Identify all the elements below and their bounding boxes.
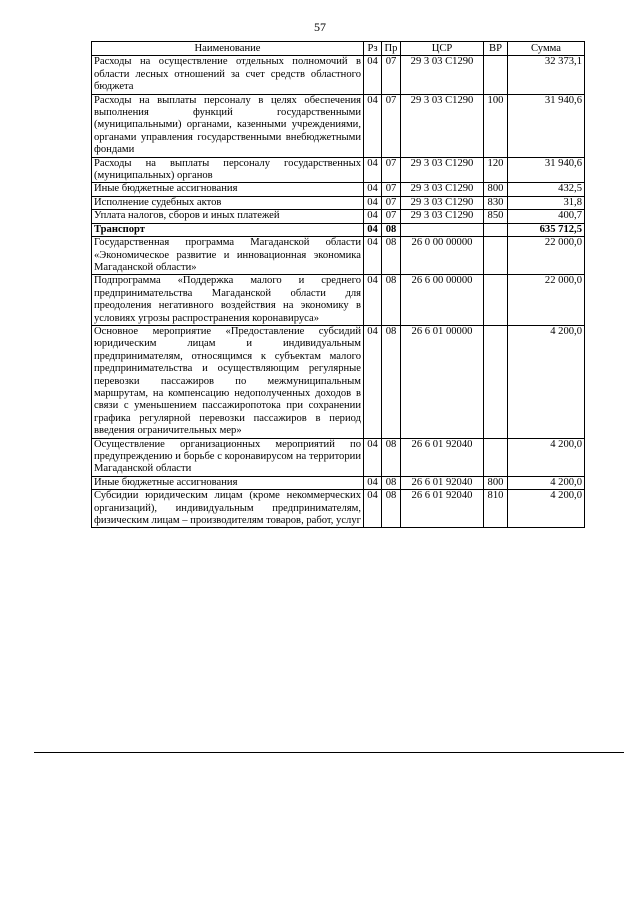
row-sum: 635 712,5: [508, 223, 585, 236]
row-rz: 04: [364, 275, 382, 326]
table-row: [92, 196, 585, 209]
row-vr: [484, 237, 508, 275]
table-header-row: [92, 42, 585, 56]
table-row: [92, 490, 585, 528]
row-csr: 26 6 01 92040: [401, 476, 484, 489]
table-row: [92, 210, 585, 223]
row-rz: 04: [364, 157, 382, 183]
row-csr: 26 6 01 92040: [401, 438, 484, 476]
row-rz: 04: [364, 490, 382, 528]
row-csr: 29 3 03 С1290: [401, 94, 484, 157]
row-sum: 31,8: [508, 196, 585, 209]
row-name: Основное мероприятие «Предоставление субсидий юридическим лицам и индивидуальным предпринимателям, относящимся к субъектам малого предпринимательства и осуществляющим регулярные перевозки пассажиров по межмуниципальным маршрутам, на компенсацию недополученных доходов в связи с уменьшением пассажиропотока при сохранении графика регулярной перевозки пассажиров в период введения ограничительных мер»: [92, 325, 364, 438]
row-vr: [484, 56, 508, 94]
row-name: Расходы на выплаты персоналу в целях обеспечения выполнения функций государственными (муниципальными) органами, казенными учреждениями, органами управления государственными внебюджетными фондами: [92, 94, 364, 157]
row-sum: 31 940,6: [508, 94, 585, 157]
row-pr: 08: [382, 476, 401, 489]
row-vr: 100: [484, 94, 508, 157]
row-vr: 830: [484, 196, 508, 209]
row-name: Подпрограмма «Поддержка малого и среднего предпринимательства Магаданской области для преодоления негативного воздействия на экономику в условиях угрозы распространения коронавируса»: [92, 275, 364, 326]
row-pr: 07: [382, 183, 401, 196]
table-row: [92, 56, 585, 94]
bottom-divider: [34, 752, 624, 753]
row-rz: 04: [364, 438, 382, 476]
row-sum: 4 200,0: [508, 325, 585, 438]
row-vr: 810: [484, 490, 508, 528]
row-csr: 26 6 01 92040: [401, 490, 484, 528]
row-rz: 04: [364, 223, 382, 236]
row-sum: 400,7: [508, 210, 585, 223]
row-name: Исполнение судебных актов: [92, 196, 364, 209]
table-row: [92, 325, 585, 438]
row-sum: 31 940,6: [508, 157, 585, 183]
row-vr: [484, 438, 508, 476]
page-number: 57: [314, 20, 326, 34]
header-rz: Рз: [364, 42, 382, 56]
row-sum: 4 200,0: [508, 490, 585, 528]
table-row-section-transport: [92, 223, 585, 236]
row-sum: 4 200,0: [508, 438, 585, 476]
header-sum: Сумма: [508, 42, 585, 56]
row-sum: 432,5: [508, 183, 585, 196]
row-csr: 29 3 03 С1290: [401, 183, 484, 196]
row-pr: 07: [382, 56, 401, 94]
row-name: Расходы на осуществление отдельных полномочий в области лесных отношений за счет средств областного бюджета: [92, 56, 364, 94]
header-vr: ВР: [484, 42, 508, 56]
row-vr: [484, 325, 508, 438]
row-pr: 08: [382, 275, 401, 326]
row-pr: 07: [382, 196, 401, 209]
row-pr: 07: [382, 210, 401, 223]
row-sum: 22 000,0: [508, 237, 585, 275]
row-rz: 04: [364, 476, 382, 489]
header-csr: ЦСР: [401, 42, 484, 56]
row-name: Иные бюджетные ассигнования: [92, 183, 364, 196]
row-csr: 29 3 03 С1290: [401, 157, 484, 183]
row-csr: 29 3 03 С1290: [401, 56, 484, 94]
row-pr: 07: [382, 157, 401, 183]
row-vr: 850: [484, 210, 508, 223]
row-csr: 26 6 01 00000: [401, 325, 484, 438]
row-csr: 26 6 00 00000: [401, 275, 484, 326]
row-pr: 08: [382, 237, 401, 275]
row-csr: 29 3 03 С1290: [401, 196, 484, 209]
table-row: [92, 94, 585, 157]
row-name: Иные бюджетные ассигнования: [92, 476, 364, 489]
row-pr: 08: [382, 223, 401, 236]
table-row: [92, 183, 585, 196]
row-pr: 08: [382, 325, 401, 438]
row-name: Осуществление организационных мероприятий по предупреждению и борьбе с коронавирусом на территории Магаданской области: [92, 438, 364, 476]
row-pr: 08: [382, 490, 401, 528]
row-name: Расходы на выплаты персоналу государственных (муниципальных) органов: [92, 157, 364, 183]
row-vr: [484, 275, 508, 326]
row-name: Государственная программа Магаданской области «Экономическое развитие и инновационная экономика Магаданской области»: [92, 237, 364, 275]
table-row: [92, 438, 585, 476]
table-row: [92, 275, 585, 326]
row-csr: 26 0 00 00000: [401, 237, 484, 275]
row-rz: 04: [364, 94, 382, 157]
row-pr: 07: [382, 94, 401, 157]
row-csr: 29 3 03 С1290: [401, 210, 484, 223]
header-pr: Пр: [382, 42, 401, 56]
row-csr: [401, 223, 484, 236]
row-sum: 32 373,1: [508, 56, 585, 94]
row-name: Уплата налогов, сборов и иных платежей: [92, 210, 364, 223]
row-vr: [484, 223, 508, 236]
row-rz: 04: [364, 56, 382, 94]
table-row: [92, 237, 585, 275]
row-vr: 800: [484, 476, 508, 489]
row-sum: 4 200,0: [508, 476, 585, 489]
header-name: Наименование: [92, 42, 364, 56]
row-rz: 04: [364, 183, 382, 196]
row-vr: 120: [484, 157, 508, 183]
row-sum: 22 000,0: [508, 275, 585, 326]
row-name: Субсидии юридическим лицам (кроме некоммерческих организаций), индивидуальным предпринимателям, физическим лицам – производителям товаров, работ, услуг: [92, 490, 364, 528]
row-pr: 08: [382, 438, 401, 476]
table-row: [92, 476, 585, 489]
row-rz: 04: [364, 210, 382, 223]
table-row: [92, 157, 585, 183]
row-vr: 800: [484, 183, 508, 196]
row-rz: 04: [364, 237, 382, 275]
row-name: Транспорт: [92, 223, 364, 236]
budget-table: [91, 41, 585, 528]
row-rz: 04: [364, 196, 382, 209]
row-rz: 04: [364, 325, 382, 438]
